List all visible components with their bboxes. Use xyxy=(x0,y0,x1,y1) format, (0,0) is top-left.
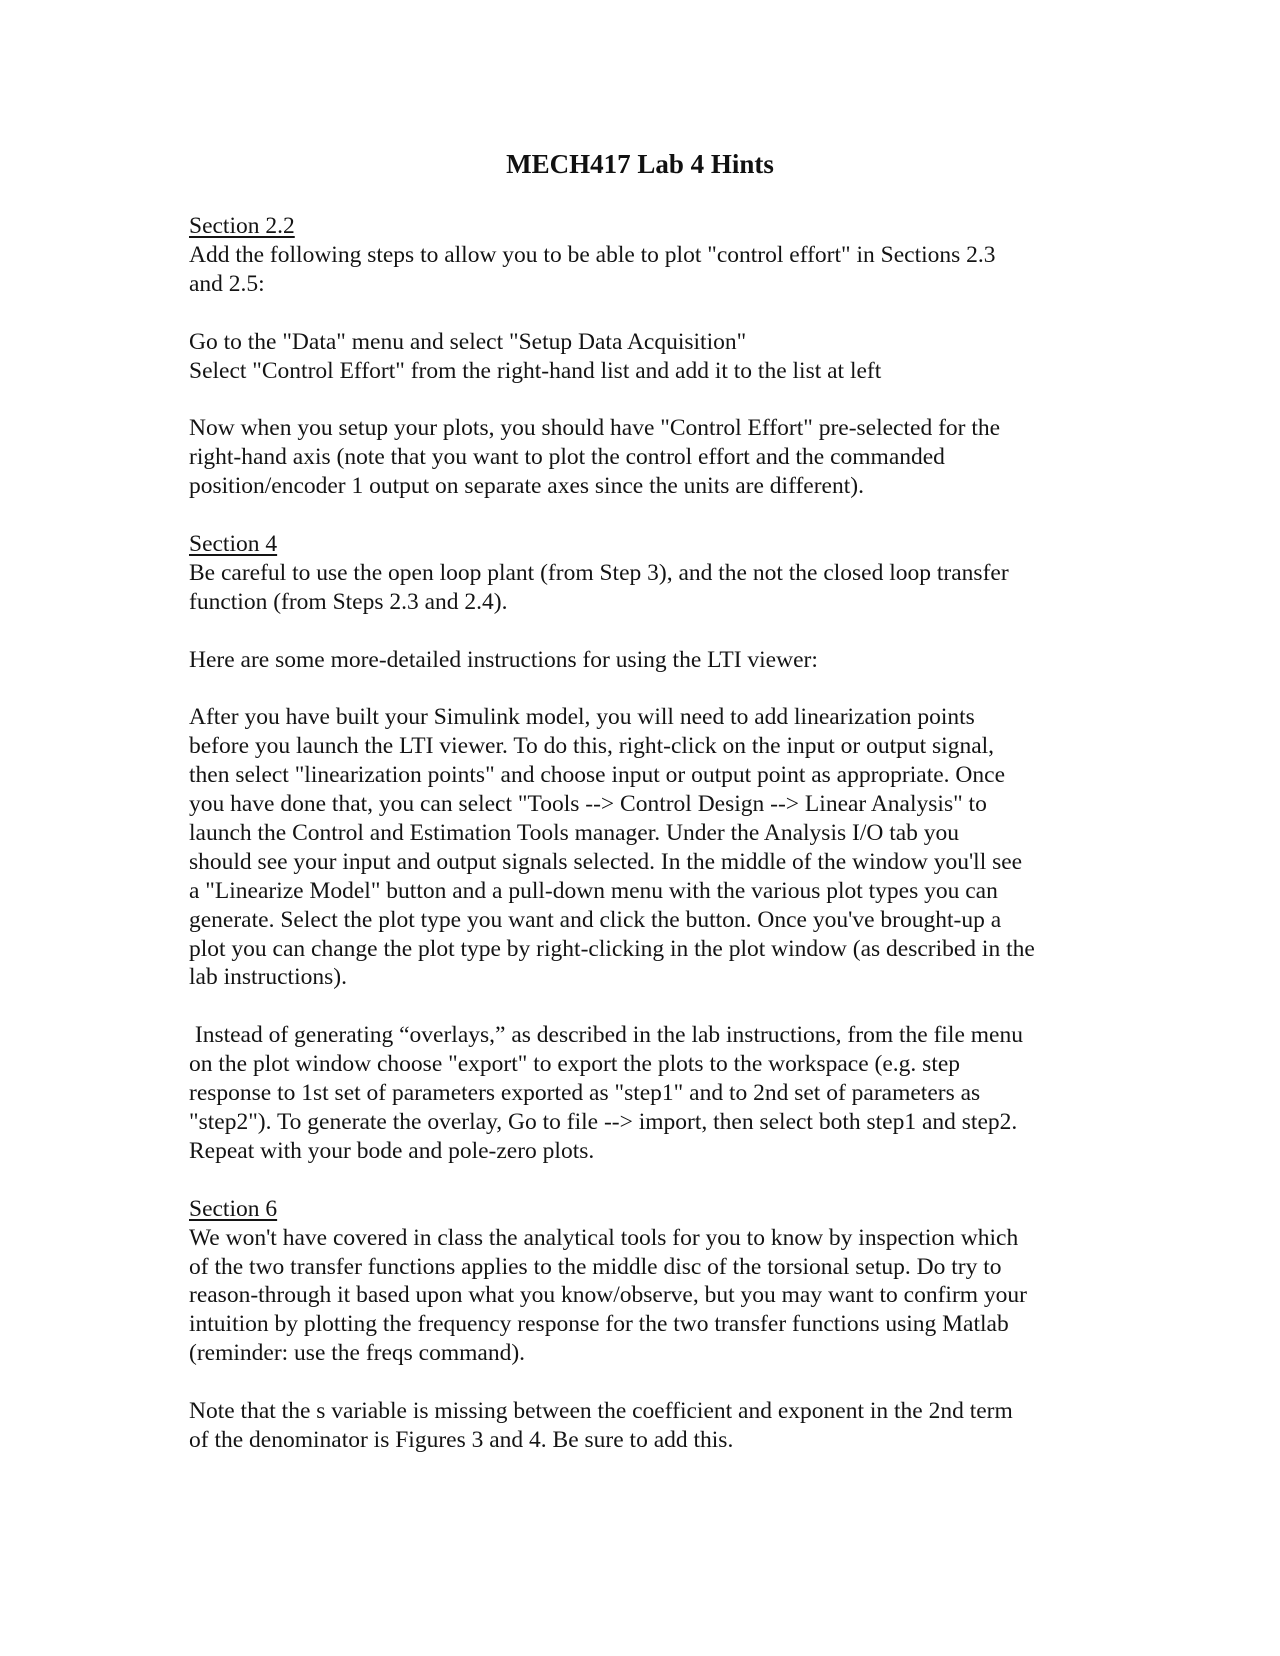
text-line: position/encoder 1 output on separate axes since the units are different). xyxy=(189,473,864,500)
page-title: MECH417 Lab 4 Hints xyxy=(506,149,774,179)
document-body xyxy=(189,212,1101,1484)
paragraph xyxy=(189,646,1101,675)
text-line: of the two transfer functions applies to the middle disc of the torsional setup. Do try to xyxy=(189,1253,1002,1280)
text-line: Repeat with your bode and pole-zero plots. xyxy=(189,1137,595,1164)
text-line: Here are some more-detailed instructions for using the LTI viewer: xyxy=(189,646,818,673)
text-line: you have done that, you can select "Tools --> Control Design --> Linear Analysis" to xyxy=(189,791,987,818)
paragraph xyxy=(189,328,1101,386)
text-line: right-hand axis (note that you want to plot the control effort and the commanded xyxy=(189,444,945,471)
text-line: plot you can change the plot type by right-clicking in the plot window (as described in the xyxy=(189,935,1035,962)
text-line: and 2.5: xyxy=(189,270,265,297)
text-line: Select "Control Effort" from the right-hand list and add it to the list at left xyxy=(189,357,882,384)
text-line: Note that the s variable is missing between the coefficient and exponent in the 2nd term xyxy=(189,1398,1013,1425)
text-line: "step2"). To generate the overlay, Go to file --> import, then select both step1 and step2. xyxy=(189,1109,1018,1135)
text-line: After you have built your Simulink model, you will need to add linearization points xyxy=(189,704,975,731)
text-line: Now when you setup your plots, you should have "Control Effort" pre-selected for the xyxy=(189,415,1001,442)
text-line: response to 1st set of parameters exported as "step1" and to 2nd set of parameters as xyxy=(189,1080,981,1107)
text-line: a "Linearize Model" button and a pull-down menu with the various plot types you can xyxy=(189,877,998,904)
text-line: should see your input and output signals selected. In the middle of the window you'll see xyxy=(189,848,1023,875)
section-heading: Section 2.2 xyxy=(189,213,295,239)
text-line: then select "linearization points" and choose input or output point as appropriate. Once xyxy=(189,762,1006,789)
section-2-2-block xyxy=(189,212,1101,299)
text-line: Add the following steps to allow you to be able to plot "control effort" in Sections 2.3 xyxy=(189,241,996,268)
text-line: Instead of generating “overlays,” as described in the lab instructions, from the file menu xyxy=(189,1022,1023,1049)
text-line: of the denominator is Figures 3 and 4. Be sure to add this. xyxy=(189,1426,734,1453)
text-line: intuition by plotting the frequency response for the two transfer functions using Matlab xyxy=(189,1311,1009,1338)
text-line: Be careful to use the open loop plant (from Step 3), and the not the closed loop transfer xyxy=(189,559,1009,586)
paragraph xyxy=(189,703,1101,992)
text-line: launch the Control and Estimation Tools manager. Under the Analysis I/O tab you xyxy=(189,819,960,846)
text-line: lab instructions). xyxy=(189,964,347,991)
section-heading: Section 4 xyxy=(189,530,278,557)
paragraph xyxy=(189,414,1101,501)
text-line: reason-through it based upon what you know/observe, but you may want to confirm your xyxy=(189,1282,1028,1309)
section-4-block xyxy=(189,530,1101,617)
text-line: We won't have covered in class the analytical tools for you to know by inspection which xyxy=(189,1224,1019,1251)
text-line: (reminder: use the freqs command). xyxy=(189,1340,526,1367)
paragraph xyxy=(189,1021,1101,1166)
text-line: generate. Select the plot type you want and click the button. Once you've brought-up a xyxy=(189,906,1002,933)
paragraph xyxy=(189,1397,1101,1455)
section-6-block xyxy=(189,1195,1101,1368)
text-line: on the plot window choose "export" to export the plots to the workspace (e.g. step xyxy=(189,1051,961,1078)
section-heading: Section 6 xyxy=(189,1195,278,1222)
text-line: Go to the "Data" menu and select "Setup Data Acquisition" xyxy=(189,328,747,355)
text-line: function (from Steps 2.3 and 2.4). xyxy=(189,588,508,615)
text-line: before you launch the LTI viewer. To do this, right-click on the input or output signal, xyxy=(189,733,995,760)
